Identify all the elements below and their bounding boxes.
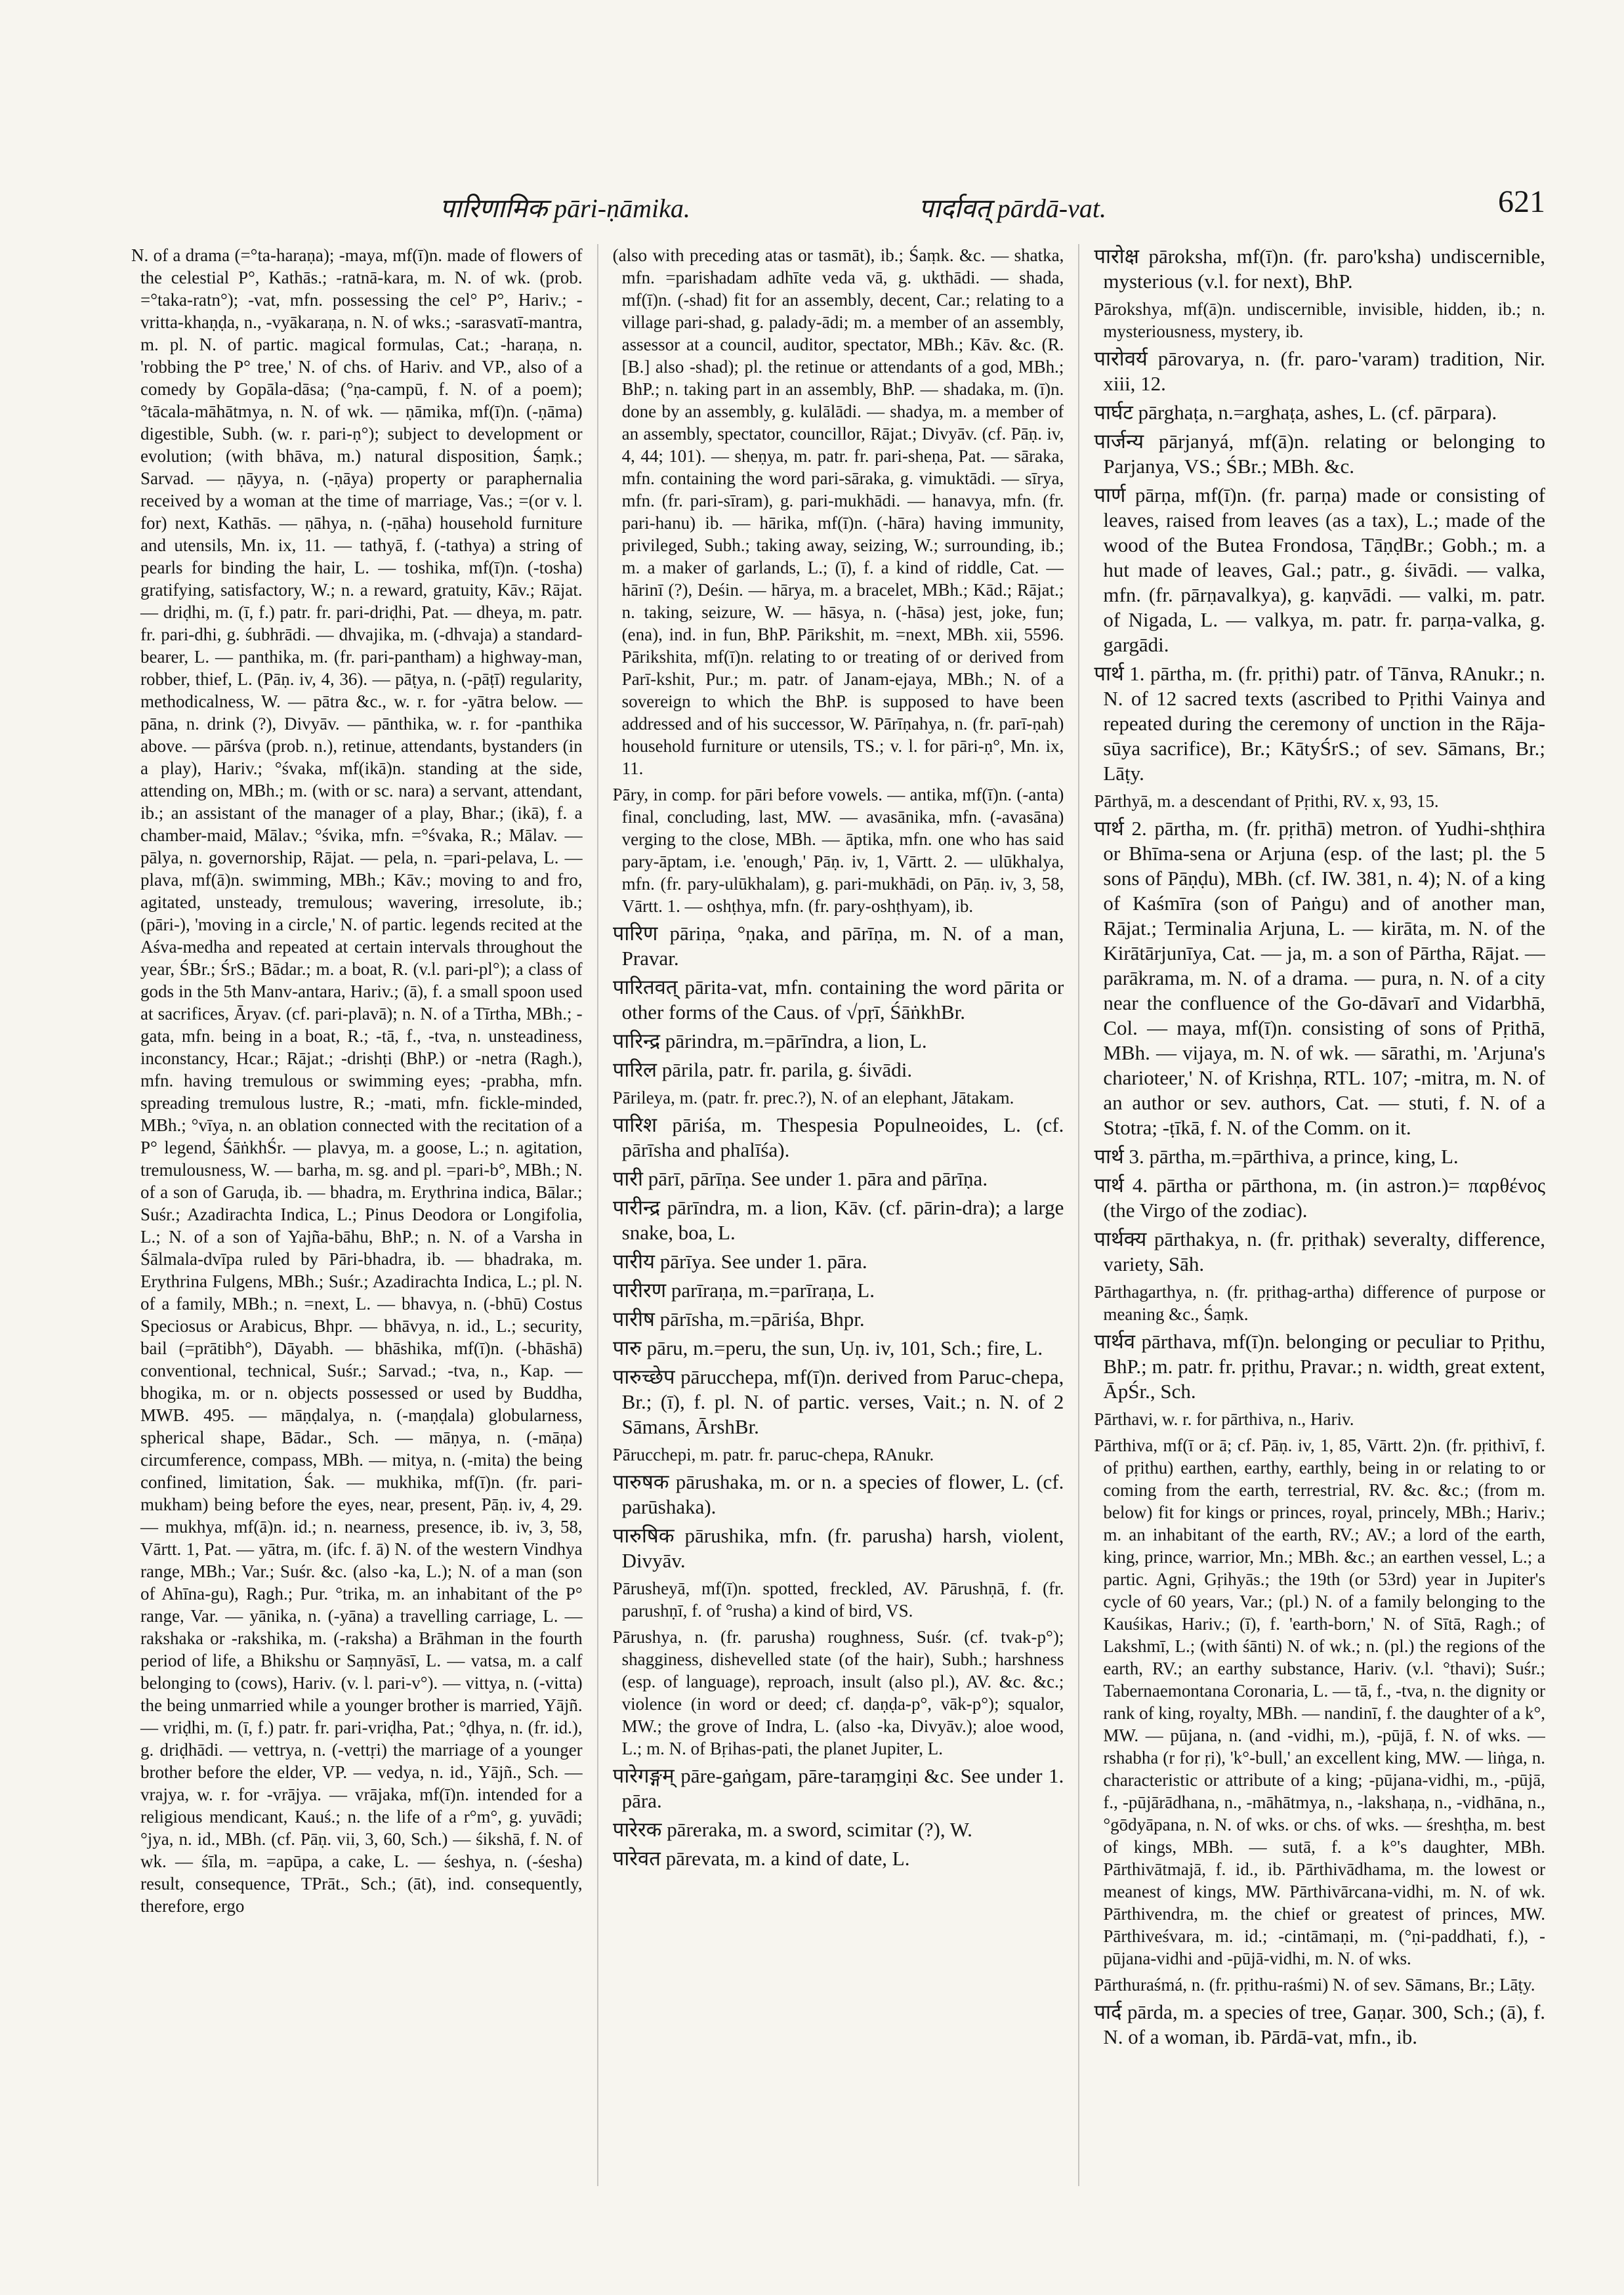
dictionary-entry: Pāry, in comp. for pāri before vowels. — antika, mf(ī)n. (-anta) final, concluding, last, MW. — avasānika, mfn. (-avasāna) verging to the close, MBh. — āptika, mfn. one who has said pary-āptam, i.e. 'enough,' Pāṇ. iv, 1, Vārtt. 2. — ulūkhalya, mfn. (fr. pary-ulūkhalam), g. pari-mukhādi, on Pāṇ. iv, 3, 58, Vārtt. 1. — oshṭhya, mfn. (fr. pary-oshṭhyam), ib. [612, 785, 1064, 916]
dictionary-entry: पार्थ 1. pārtha, m. (fr. pṛithi) patr. of Tānva, RAnukr.; n. N. of 12 sacred texts (ascribed to Pṛithi Vainya and repeated during the ceremony of unction in the Rāja-sūya sacrifice), Br.; KātyŚrS.; of sev. Sāmans, Br.; Lāṭy. [1094, 662, 1546, 785]
dictionary-entry: पारिल pārila, patr. fr. parila, g. śivādi. [612, 1058, 913, 1081]
dictionary-entry: पार्थक्य pārthakya, n. (fr. pṛithak) severalty, difference, variety, Sāh. [1094, 1228, 1546, 1275]
dictionary-entry: Pārthavi, w. r. for pārthiva, n., Hariv. [1094, 1409, 1354, 1429]
dictionary-entry: पार्द pārda, m. a species of tree, Gaṇar. 300, Sch.; (ā), f. N. of a woman, ib. Pārdā-vat, mfn., ib. [1094, 2000, 1546, 2048]
dictionary-entry: Pārushya, n. (fr. parusha) roughness, Suśr. (cf. tvak-p°); shagginess, dishevelled state (of the hair), Subh.; harshness (esp. of language), reproach, insult (also pl.), AV. &c. &c.; violence (in word or deed; cf. daṇḍa-p°, vāk-p°); squalor, MW.; the grove of Indra, L. (also -ka, Divyāv.); aloe wood, L.; m. N. of Bṛihas-pati, the planet Jupiter, L. [612, 1627, 1064, 1758]
column-3 [1094, 244, 1545, 2186]
dictionary-entry: पारुच्छेप pārucchepa, mf(ī)n. derived from Paruc-chepa, Br.; (ī), f. pl. N. of partic. verses, Vait.; n. N. of 2 Sāmans, ĀrshBr. [612, 1365, 1064, 1438]
dictionary-entry: पारेरक pāreraka, m. a sword, scimitar (?), W. [612, 1818, 972, 1841]
dictionary-entry: पारुषक pārushaka, m. or n. a species of flower, L. (cf. parūshaka). [612, 1470, 1064, 1518]
dictionary-entry: Pārthagarthya, n. (fr. pṛithag-artha) difference of purpose or meaning &c., Śaṃk. [1094, 1282, 1546, 1324]
dictionary-entry: पारेगङ्गम् pāre-gaṅgam, pāre-taraṃgiṇi &c. See under 1. pāra. [612, 1764, 1064, 1812]
dictionary-entry: पारी pārī, pārīṇa. See under 1. pāra and pārīṇa. [612, 1167, 988, 1190]
dictionary-entry: पार्घट pārghaṭa, n.=arghaṭa, ashes, L. (cf. pārpara). [1094, 401, 1497, 424]
dictionary-entry: पारिन्द्र pārindra, m.=pārīndra, a lion, L. [612, 1029, 927, 1052]
dictionary-entry: पारेवत pārevata, m. a kind of date, L. [612, 1847, 910, 1870]
dictionary-entry: पारुषिक pārushika, mfn. (fr. parusha) harsh, violent, Divyāv. [612, 1524, 1064, 1572]
page-number: 621 [1498, 184, 1545, 219]
dictionary-entry: पारीय pārīya. See under 1. pāra. [612, 1250, 867, 1273]
dictionary-entry: पारीष pārīsha, m.=pāriśa, Bhpr. [612, 1308, 865, 1331]
dictionary-entry: Pārucchepi, m. patr. fr. paruc-chepa, RAnukr. [612, 1445, 934, 1464]
dictionary-entry: पारिश pāriśa, m. Thespesia Populneoides, L. (cf. pārīsha and phalīśa). [612, 1113, 1064, 1161]
columns [131, 244, 1545, 2186]
column-2 [613, 244, 1064, 2186]
dictionary-entry: N. of a drama (=°ta-haraṇa); -maya, mf(ī)n. made of flowers of the celestial P°, Kathās.; -ratnā-kara, m. N. of wk. (prob. =°taka-ratn°); -vat, mfn. possessing the cel° P°, Hariv.; -vritta-khaṇḍa, n., -vyākaraṇa, n. N. of wks.; -sarasvatī-mantra, m. pl. N. of partic. magical formulas, Cat.; -haraṇa, n. 'robbing the P° tree,' N. of chs. of Hariv. and VP., also of a comedy by Gopāla-dāsa; (°ṇa-campū, f. N. of a poem); °tācala-māhātmya, n. N. of wk. — ṇāmika, mf(ī)n. (-ṇāma) digestible, Subh. (w. r. pari-ṇ°); subject to development or evolution; (with bhāva, m.) natural disposition, Śaṃk.; Sarvad. — ṇāyya, n. (-ṇāya) property or paraphernalia received by a woman at the time of marriage, Vas.; =(or v. l. for) next, Kathās. — ṇāhya, n. (-ṇāha) household furniture and utensils, Mn. ix, 11. — tathyā, f. (-tathya) a string of pearls for binding the hair, L. — toshika, mf(ī)n. (-tosha) gratifying, satisfactory, W.; n. a reward, gratuity, Kāv.; Rājat. — driḍhi, m. (ī, f.) patr. fr. pari-driḍhi, Pat. — dheya, m. patr. fr. pari-dhi, g. śubhrādi. — dhvajika, m. (-dhvaja) a standard-bearer, L. — panthika, m. (fr. pari-pantham) a highway-man, robber, thief, L. (Pāṇ. iv, 4, 36). — pāṭya, n. (-pāṭī) regularity, methodicalness, W. — pātra &c., w. r. for -yātra below. — pāna, n. drink (?), Divyāv. — pānthika, w. r. for -panthika above. — pārśva (prob. n.), retinue, attendants, bystanders (in a play), Hariv.; °śvaka, mf(ikā)n. standing at the side, attending on, MBh.; m. (with or sc. nara) a servant, attendant, ib.; an assistant of the manager of a play, Bhar.; (ikā), f. a chamber-maid, Mālav.; °śvika, mfn. =°śvaka, R.; Mālav. — pālya, n. governorship, Rājat. — pela, n. =pari-pelava, L. — plava, mf(ā)n. swimming, MBh.; Kāv.; moving to and fro, agitated, unsteady, tremulous; wavering, irresolute, ib.; (pāri-), 'moving in a circle,' N. of partic. legends recited at the Aśva-medha and repeated at certain intervals throughout the year, ŚBr.; ŚrS.; Bādar.; m. a boat, R. (v.l. pari-pl°); a class of gods in the 5th Manv-antara, Hariv.; (ā), f. a small spoon used at sacrifices, Āryav. (cf. pari-plavā); n. N. of a Tīrtha, MBh.; -gata, mfn. being in a boat, R.; -tā, f., -tva, n. unsteadiness, inconstancy, Hcar.; Rājat.; -drishṭi (BhP.) or -netra (Ragh.), mfn. having tremulous or swimming eyes; -prabha, mfn. spreading tremulous lustre, R.; -mati, mfn. fickle-minded, MBh.; °vīya, n. an oblation connected with the recitation of a P° legend, ŚāṅkhŚr. — plavya, m. a goose, L.; n. agitation, tremulousness, W. — barha, m. sg. and pl. =pari-b°, MBh.; N. of a son of Garuḍa, ib. — bhadra, m. Erythrina indica, Bālar.; Suśr.; Azadirachta Indica, L.; Pinus Deodora or Longifolia, L.; N. of a son of Yajña-bāhu, BhP.; n. N. of a Varsha in Śālmala-dvīpa ruled by Pāri-bhadra, ib. — bhadraka, m. Erythrina Fulgens, MBh.; Suśr.; Azadirachta Indica, L.; pl. N. of a family, MBh.; n. =next, L. — bhavya, n. (-bhū) Costus Speciosus or Arabicus, Bhpr. — bhāvya, n. id., L.; security, bail (=prātibh°), Dāyabh. — bhāshika, mf(ī)n. (-bhāshā) conventional, technical, Suśr.; Sarvad.; -tva, n., Kap. — bhogika, m. or n. objects possessed or used by Buddha, MWB. 495. — māṇḍalya, n. (-maṇḍala) globularness, spherical shape, Bādar., Sch. — māṇya, n. (-māṇa) circumference, compass, MBh. — mitya, n. (-mita) the being confined, limitation, Śak. — mukhika, mf(ī)n. (fr. pari-mukham) being before the eyes, near, present, Pāṇ. iv, 4, 29. — mukhya, mf(ā)n. id.; n. nearness, presence, ib. iv, 3, 58, Vārtt. 1, Pat. — yātra, m. (ifc. f. ā) N. of the western Vindhya range, MBh.; Var.; Suśr. &c. (also -ka, L.); N. of a man (son of Ahīna-gu), Ragh.; Pur. °trika, m. an inhabitant of the P° range, Var. — yānika, n. (-yāna) a travelling carriage, L. — rakshaka or -rakshika, m. (-raksha) a Brāhman in the fourth period of life, a Bhikshu or Saṃnyāsī, L. — vatsa, m. a calf belonging to (cows), Hariv. (v. l. pari-v°). — vittya, n. (-vitta) the being unmarried while a younger brother is married, Yājñ. — vriḍhi, m. (ī, f.) patr. fr. pari-vriḍha, Pat.; °ḍhya, n. (fr. id.), g. driḍhādi. — vettrya, n. (-vettṛi) the marriage of a younger brother before the elder, VP. — vedya, n. id., Yājñ., Sch. — vrajya, w. r. for -vrājya. — vrājaka, mf(ī)n. intended for a religious mendicant, Kauś.; n. the life of a r°m°, g. yuvādi; °jya, n. id., MBh. (cf. Pāṇ. vii, 3, 60, Sch.) — śikshā, f. N. of wk. — śīla, m. =apūpa, a cake, L. — śeshya, n. (-śesha) result, consequence, TPrāt., Sch.; (āt), ind. consequently, therefore, ergo [131, 245, 583, 1916]
dictionary-entry: Pārileya, m. (patr. fr. prec.?), N. of an elephant, Jātakam. [612, 1088, 1014, 1107]
dictionary-entry: पार्थव pārthava, mf(ī)n. belonging or peculiar to Pṛithu, BhP.; m. patr. fr. pṛithu, Pravar.; n. width, great extent, ĀpŚr., Sch. [1094, 1330, 1546, 1403]
dictionary-entry: पार्थ 4. pārtha or pārthona, m. (in astron.)= παρθένος (the Virgo of the zodiac). [1094, 1174, 1546, 1222]
dictionary-entry: Pārokshya, mf(ā)n. undiscernible, invisible, hidden, ib.; n. mysteriousness, mystery, ib. [1094, 299, 1546, 341]
dictionary-entry: पारीरण parīraṇa, m.=parīraṇa, L. [612, 1279, 875, 1302]
dictionary-entry: पार्थ 2. pārtha, m. (fr. pṛithā) metron. of Yudhi-shṭhira or Bhīma-sena or Arjuna (esp. of the last; pl. the 5 sons of Pāṇḍu), MBh. (cf. IW. 381, n. 4); N. of a king of Kaśmīra (son of Paṅgu) and of another man, Rājat.; Terminalia Arjuna, L. — kirāta, m. N. of the Kirātārjunīya, Cat. — ja, m. a son of Pārtha, Rājat. — parākrama, m. N. of a drama. — pura, n. N. of a city near the confluence of the Go-dāvarī and Vidarbhā, Col. — maya, mf(ī)n. consisting of sons of Pṛithā, MBh. — vijaya, m. N. of wk. — sārathi, m. 'Arjuna's charioteer,' N. of Krishṇa, RTL. 107; -mitra, m. N. of an author or sev. authors, Cat. — stuti, f. N. of a Stotra; -ṭīkā, f. N. of the Comm. on it. [1094, 817, 1546, 1139]
dictionary-entry: पार्थ 3. pārtha, m.=pārthiva, a prince, king, L. [1094, 1145, 1459, 1168]
dictionary-entry: पारोक्ष pāroksha, mf(ī)n. (fr. paro'ksha) undiscernible, mysterious (v.l. for next), BhP. [1094, 245, 1546, 293]
dictionary-entry: पारीन्द्र pārīndra, m. a lion, Kāv. (cf. pārin-dra); a large snake, boa, L. [612, 1196, 1064, 1244]
dictionary-entry: पारोवर्य pārovarya, n. (fr. paro-'varam) tradition, Nir. xiii, 12. [1094, 347, 1546, 395]
header-right-headword: पार्दावत् pārdā-vat. [919, 194, 1106, 223]
dictionary-entry: Pārusheyā, mf(ī)n. spotted, freckled, AV. Pārushṇā, f. (fr. parushṇī, f. of °rusha) a kind of bird, VS. [612, 1579, 1064, 1621]
page-header [131, 184, 1545, 230]
dictionary-entry: पारिण pāriṇa, °ṇaka, and pārīṇa, m. N. of a man, Pravar. [612, 922, 1064, 970]
column-1 [131, 244, 583, 2186]
header-left-headword: पारिणामिक pāri-ṇāmika. [440, 194, 690, 223]
column-divider [597, 244, 598, 2186]
dictionary-entry: पारितवत् pārita-vat, mfn. containing the word pārita or other forms of the Caus. of √pṛī, ŚāṅkhBr. [612, 976, 1064, 1023]
dictionary-entry: पारु pāru, m.=peru, the sun, Uṇ. iv, 101, Sch.; fire, L. [612, 1336, 1043, 1359]
dictionary-entry: पार्ण pārṇa, mf(ī)n. (fr. parṇa) made or consisting of leaves, raised from leaves (as a tax), L.; made of the wood of the Butea Frondosa, TāṇḍBr.; Gobh.; m. a hut made of leaves, Gal.; patr., g. śivādi. — valka, mfn. (fr. pārṇavalkya), g. kaṇvādi. — valki, m. patr. of Nigada, L. — valkya, m. patr. fr. parṇa-valka, g. gargādi. [1094, 484, 1546, 656]
dictionary-entry: Pārthuraśmá, n. (fr. pṛithu-raśmi) N. of sev. Sāmans, Br.; Lāṭy. [1094, 1975, 1535, 1995]
dictionary-entry: Pārthiva, mf(ī or ā; cf. Pāṇ. iv, 1, 85, Vārtt. 2)n. (fr. pṛithivī, f. of pṛithu) earthen, earthy, earthly, being in or relating to or coming from the earth, terrestrial, RV. &c. &c.; (from m. below) fit for kings or princes, royal, princely, MBh.; Hariv.; m. an inhabitant of the earth, RV.; AV.; a lord of the earth, king, prince, warrior, Mn.; MBh. &c.; an earthen vessel, L.; a partic. Agni, Gṛihyās.; the 19th (or 53rd) year in Jupiter's cycle of 60 years, Var.; (pl.) N. of a family belonging to the Kauśikas, Hariv.; (ī), f. 'earth-born,' N. of Sītā, Ragh.; of Lakshmī, L.; (with śānti) N. of wk.; n. (pl.) the regions of the earth, RV.; an earthy substance, Hariv. (v.l. °thavi); Suśr.; Tabernaemontana Coronaria, L. — tā, f., -tva, n. the dignity or rank of king, royalty, MBh. — nandinī, f. the daughter of a k°, MW. — pūjana, n. (and -vidhi, m.), -pūjā, f. N. of wks. — rshabha (r for ṛi), 'k°-bull,' an excellent king, MW. — liṅga, n. characteristic or attribute of a king; -pūjana-vidhi, m., -pūjā, f., -pūjārādhana, n., -māhātmya, n., -lakshaṇa, n., -vidhāna, n., °gōdyāpana, n. N. of wks. or chs. of wks. — śreshṭha, m. best of kings, MBh. — sutā, f. a k°'s daughter, MBh. Pārthivātmajā, f. id., ib. Pārthivādhama, m. the lowest or meanest of kings, MW. Pārthivārcana-vidhi, m. N. of wk. Pārthivendra, m. the chief or greatest of princes, MW. Pārthiveśvara, m. id.; -cintāmaṇi, m. (°ṇi-paddhati, f.), -pūjana-vidhi and -pūjā-vidhi, m. N. of wks. [1094, 1436, 1546, 1968]
dictionary-entry: Pārthyā, m. a descendant of Pṛithi, RV. x, 93, 15. [1094, 791, 1439, 811]
column-divider [1078, 244, 1079, 2186]
dictionary-entry: पार्जन्य pārjanyá, mf(ā)n. relating or belonging to Parjanya, VS.; ŚBr.; MBh. &c. [1094, 430, 1546, 478]
dictionary-entry: (also with preceding atas or tasmāt), ib.; Śaṃk. &c. — shatka, mfn. =parishadam adhīte veda vā, g. ukthādi. — shada, mf(ī)n. (-shad) fit for an assembly, decent, Car.; relating to a village pari-shad, g. palady-ādi; m. a member of an assembly, assessor at a council, auditor, spectator, MBh.; Kāv. &c. (R. [B.] also -shad); pl. the retinue or attendants of a god, MBh.; BhP.; n. taking part in an assembly, BhP. — shadaka, m. (ī)n. done by an assembly, g. kulālādi. — shadya, m. a member of an assembly, spectator, councillor, Rājat.; Divyāv. (cf. Pāṇ. iv, 4, 44; 101). — sheṇya, m. patr. fr. pari-sheṇa, Pat. — sāraka, mfn. containing the word pari-sāraka, g. vimuktādi. — sīrya, mfn. (fr. pari-sīram), g. pari-mukhādi. — hanavya, mfn. (fr. pari-hanu) ib. — hārika, mf(ī)n. (-hāra) having immunity, privileged, Subh.; taking away, seizing, W.; surrounding, ib.; m. a maker of garlands, L.; (ī), f. a kind of riddle, Cat. — hārinī (?), Deśin. — hārya, m. a bracelet, MBh.; Kād.; Rājat.; n. taking, seizure, W. — hāsya, n. (-hāsa) jest, joke, fun; (ena), ind. in fun, BhP. Pārikshit, m. =next, MBh. xii, 5596. Pārikshita, mf(ī)n. relating to or treating of or derived from Parī-kshit, Pur.; m. patr. of Janam-ejaya, MBh.; N. of a sovereign to which the BhP. is supposed to have been addressed and of his successor, W. Pārīṇahya, n. (fr. parī-ṇah) household furniture or utensils, TS.; v. l. for pāri-ṇ°, Mn. ix, 11. [612, 245, 1064, 778]
